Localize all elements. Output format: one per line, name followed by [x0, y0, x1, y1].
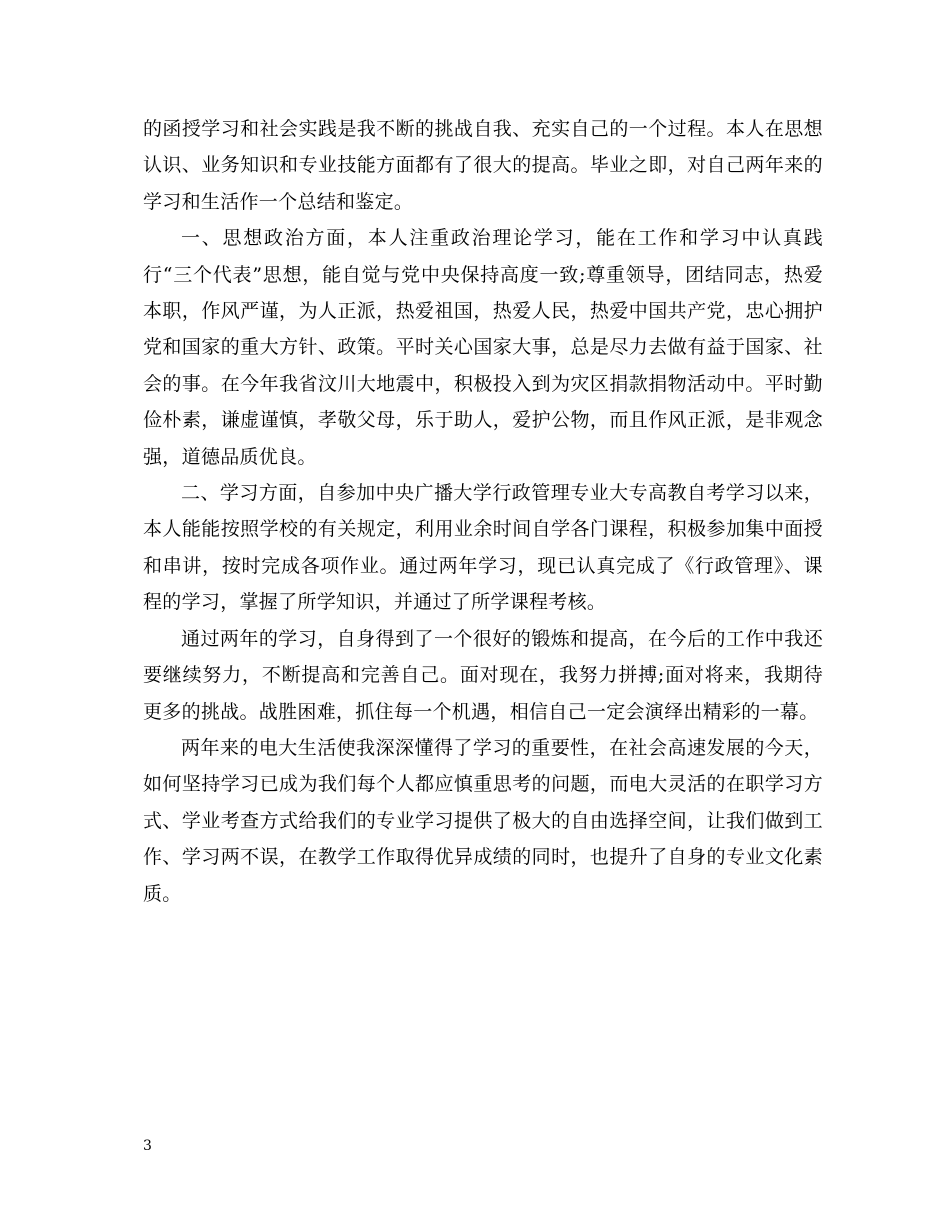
paragraph-political: 一、思想政治方面，本人注重政治理论学习，能在工作和学习中认真践行“三个代表”思想，能自觉与党中央保持高度一致;尊重领导，团结同志，热爱本职，作风严谨，为人正派，热爱祖国，热爱人民，热爱中国共产党，忠心拥护党和国家的重大方针、政策。平时关心国家大事，总是尽力去做有益于国家、社会的事。在今年我省汶川大地震中，积极投入到为灾区捐款捐物活动中。平时勤俭朴素，谦虚谨慎，孝敬父母，乐于助人，爱护公物，而且作风正派，是非观念强，道德品质优良。 — [143, 227, 823, 468]
paragraph-conclusion: 两年来的电大生活使我深深懂得了学习的重要性，在社会高速发展的今天，如何坚持学习已成为我们每个人都应慎重思考的问题，而电大灵活的在职学习方式、学业考查方式给我们的专业学习提供了极大的自由选择空间，让我们做到工作、学习两不误，在教学工作取得优异成绩的同时，也提升了自身的专业文化素质。 — [143, 736, 823, 905]
paragraph-intro: 的函授学习和社会实践是我不断的挑战自我、充实自己的一个过程。本人在思想认识、业务知识和专业技能方面都有了很大的提高。毕业之即，对自己两年来的学习和生活作一个总结和鉴定。 — [143, 118, 823, 213]
paragraph-growth: 通过两年的学习，自身得到了一个很好的锻炼和提高，在今后的工作中我还要继续努力，不断提高和完善自己。面对现在，我努力拼搏;面对将来，我期待更多的挑战。战胜困难，抓住每一个机遇，相信自己一定会演绎出精彩的一幕。 — [143, 627, 823, 723]
page-number: 3 — [143, 1138, 152, 1154]
paragraph-study: 二、学习方面，自参加中央广播大学行政管理专业大专高教自考学习以来，本人能能按照学校的有关规定，利用业余时间自学各门课程，积极参加集中面授和串讲，按时完成各项作业。通过两年学习，现已认真完成了《行政管理》、课程的学习，掌握了所学知识，并通过了所学课程考核。 — [143, 482, 823, 614]
body-text — [143, 111, 823, 912]
